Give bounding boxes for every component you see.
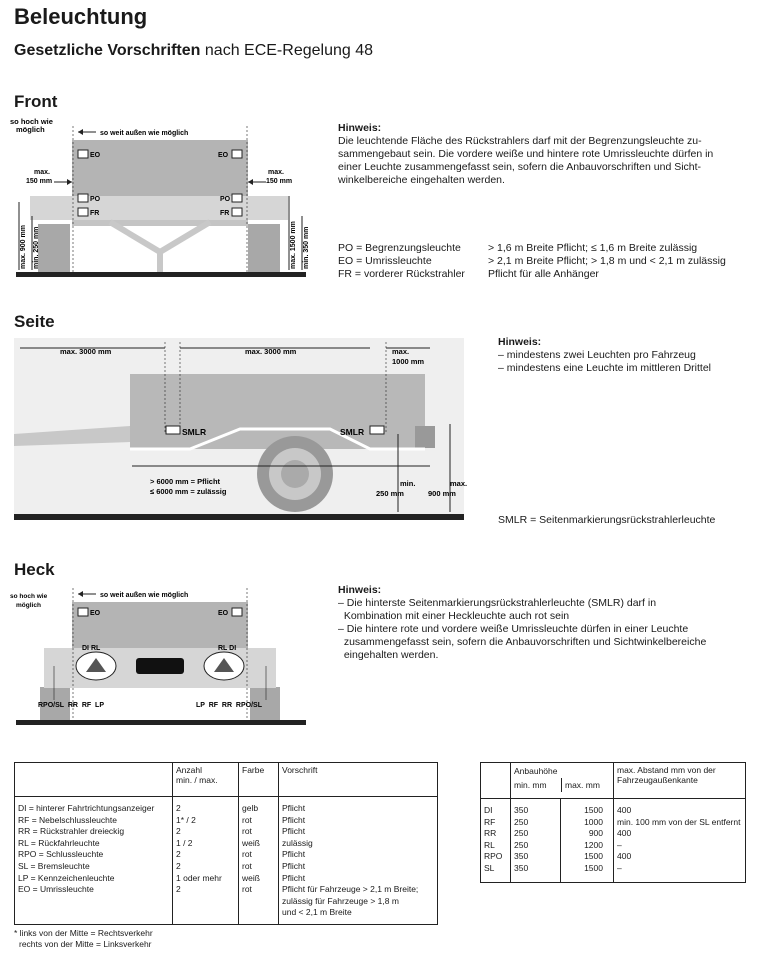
right-wheel [248, 224, 280, 272]
rear-top-arrow-label: so weit außen wie möglich [100, 592, 189, 599]
fr-left-lamp [78, 208, 88, 216]
trailer-body [72, 140, 248, 196]
max150-right-2: 150 mm [266, 178, 293, 185]
fender-bar [30, 196, 288, 220]
table-footnote: * links von der Mitte = Rechtsverkehr rechts von der Mitte = Linksverkehr [14, 928, 153, 949]
col-anbauhoehe: Anbauhöhe min. mm max. mm [511, 763, 614, 799]
left-wheel [38, 224, 70, 272]
max900-2: 900 mm [428, 489, 456, 498]
front-top-left-1: so hoch wie [10, 117, 53, 126]
rear-eo-right-label: EO [218, 610, 229, 617]
trailer-body [130, 374, 425, 449]
section-rear-heading: Heck [14, 560, 55, 579]
rear-eo-left-label: EO [90, 610, 101, 617]
legend-value: > 1,6 m Breite Pflicht; ≤ 1,6 m Breite zulässig [488, 242, 698, 254]
name-column: DI = hinterer Fahrtrichtungsanzeiger RF = Nebelschlussleuchte RR = Rückstrahler dreieckig RL = Rückfahrleuchte RPO = Schlussleuchte SL = Bremsleuchte LP = Kennzeichenleuchte EO = Umrissleuchte [18, 803, 155, 895]
col-vorschrift: Vorschrift [279, 763, 438, 797]
rear-right-labels: LP RF RR RPO/SL [196, 702, 262, 709]
drawbar [110, 222, 210, 252]
p6000-pflicht: > 6000 mm = Pflicht [150, 477, 221, 486]
ground-line [14, 514, 464, 520]
front-top-left-2: möglich [16, 125, 45, 134]
ground-line [16, 272, 306, 277]
code-column: DI RF RR RL RPO SL [484, 805, 503, 873]
rl-di-label: RL DI [218, 645, 237, 652]
section-front-heading: Front [14, 92, 58, 111]
min250-1: min. [400, 479, 416, 488]
rear-note-line: – Die hintere rote und vordere weiße Umrissleuchte dürfen in einer Leuchte [338, 623, 689, 635]
smlr-rear-label: SMLR [340, 427, 365, 437]
max150-left-1: max. [34, 169, 50, 176]
rear-note-line: eingehalten werden. [338, 649, 439, 661]
rear-note-line: zusammengefasst sein, sofern die Anbauvorschriften und Sichtwinkelbereiche [338, 636, 707, 648]
front-note-line: winkelbereiche eingehalten werden. [338, 174, 505, 186]
eo-left-lamp [78, 150, 88, 158]
v250-label: min. 250 mm [33, 226, 40, 269]
p6000-zulaessig: ≤ 6000 mm = zulässig [150, 487, 227, 496]
fr-left-label: FR [90, 210, 100, 217]
farbe-column: gelb rot rot weiß rot rot weiß rot [239, 797, 279, 925]
front-note-line: sammengebaut sein. Die vordere weiße und hintere rote Umrissleuchte dürfen in [338, 148, 714, 160]
page-title: Beleuchtung [14, 4, 148, 29]
fr-right-lamp [232, 208, 242, 216]
v900-label: max. 900 mm [20, 225, 27, 269]
eo-right-lamp [232, 150, 242, 158]
front-diagram [10, 112, 310, 282]
section-side-heading: Seite [14, 312, 55, 331]
smlr-lamp-front [166, 426, 180, 434]
col-min: min. mm [514, 780, 547, 790]
legend-key: FR = vorderer Rückstrahler [338, 268, 465, 280]
front-note-line: einer Leuchte zusammengefasst sein, sofern die Anbauvorschriften und Sicht- [338, 161, 702, 173]
col-abstand: max. Abstand mm von der Fahrzeugaußenkante [614, 763, 746, 799]
legend-value: Pflicht für alle Anhänger [488, 268, 599, 280]
side-note-line: – mindestens zwei Leuchten pro Fahrzeug [498, 349, 696, 361]
side-note-line: – mindestens eine Leuchte im mittleren Drittel [498, 362, 712, 374]
max3000-left: max. 3000 mm [60, 347, 112, 356]
page-subtitle [14, 42, 373, 60]
legend-value: > 2,1 m Breite Pflicht; > 1,8 m und < 2,1 m zulässig [488, 255, 726, 267]
eo-left-lamp [78, 608, 88, 616]
anzahl-column: 2 1* / 2 2 1 / 2 2 2 1 oder mehr 2 [173, 797, 239, 925]
side-diagram [10, 334, 468, 526]
rear-note-title: Hinweis: [338, 584, 382, 596]
po-right-lamp [232, 194, 242, 202]
max900-1: max. [450, 479, 468, 488]
col-max: max. mm [561, 778, 613, 792]
smlr-front-label: SMLR [182, 427, 207, 437]
rear-left-labels: RPO/SL RR RF LP [38, 702, 104, 709]
front-note [338, 122, 758, 187]
v350-label: min. 350 mm [303, 226, 310, 269]
fr-right-label: FR [220, 210, 230, 217]
ground-line [16, 720, 306, 725]
rear-top-left-2: möglich [16, 602, 41, 609]
vorschrift-column: Pflicht Pflicht Pflicht zulässig Pflicht Pflicht Pflicht Pflicht für Fahrzeuge > 2,1 m Breite; zulässig für Fahrzeuge > 1,8 m und < 2,1 m Breite [279, 797, 438, 925]
front-note-title: Hinweis: [338, 122, 382, 134]
min-column: 350 250 250 250 350 350 [511, 799, 561, 883]
rear-note-line: – Die hinterste Seitenmarkierungsrückstrahlerleuchte (SMLR) darf in [338, 597, 657, 609]
rear-diagram [10, 582, 310, 732]
front-top-arrow-label: so weit außen wie möglich [100, 130, 189, 137]
eo-right-label: EO [218, 152, 229, 159]
smlr-lamp-rear [370, 426, 384, 434]
subtitle-bold: Gesetzliche Vorschriften [14, 42, 201, 59]
lamp-requirements-table [14, 762, 438, 925]
legend-key: PO = Begrenzungsleuchte [338, 242, 461, 254]
side-note-title: Hinweis: [498, 336, 542, 348]
front-note-line: Die leuchtende Fläche des Rückstrahlers darf mit der Begrenzungsleuchte zu- [338, 135, 702, 147]
col-anzahl: Anzahl min. / max. [173, 763, 239, 797]
rear-lamp [415, 426, 435, 448]
eo-right-lamp [232, 608, 242, 616]
v1500-label: max. 1500 mm [290, 221, 297, 269]
side-note [498, 336, 760, 375]
subtitle-rest: nach ECE-Regelung 48 [204, 42, 373, 59]
di-rl-label: DI RL [82, 645, 101, 652]
min250-2: 250 mm [376, 489, 404, 498]
rear-note [338, 584, 758, 662]
license-plate [136, 658, 184, 674]
mounting-height-table [480, 762, 746, 883]
smlr-definition: SMLR = Seitenmarkierungsrückstrahlerleuchte [498, 514, 716, 526]
rear-top-left-1: so hoch wie [10, 593, 48, 600]
po-left-label: PO [90, 196, 101, 203]
legend-key: EO = Umrissleuchte [338, 255, 432, 267]
max1000-1: max. [392, 347, 410, 356]
front-legend [338, 242, 758, 281]
po-right-label: PO [220, 196, 231, 203]
max1000-2: 1000 mm [392, 357, 425, 366]
max150-left-2: 150 mm [26, 178, 53, 185]
max3000-right: max. 3000 mm [245, 347, 297, 356]
col-farbe: Farbe [239, 763, 279, 797]
eo-left-label: EO [90, 152, 101, 159]
rear-note-line: Kombination mit einer Heckleuchte auch rot sein [338, 610, 570, 622]
max-column: 1500 1000 900 1200 1500 1500 [561, 799, 614, 883]
abstand-column: 400 min. 100 mm von der SL entfernt 400 – 400 – [614, 799, 746, 883]
po-left-lamp [78, 194, 88, 202]
max150-right-1: max. [268, 169, 284, 176]
